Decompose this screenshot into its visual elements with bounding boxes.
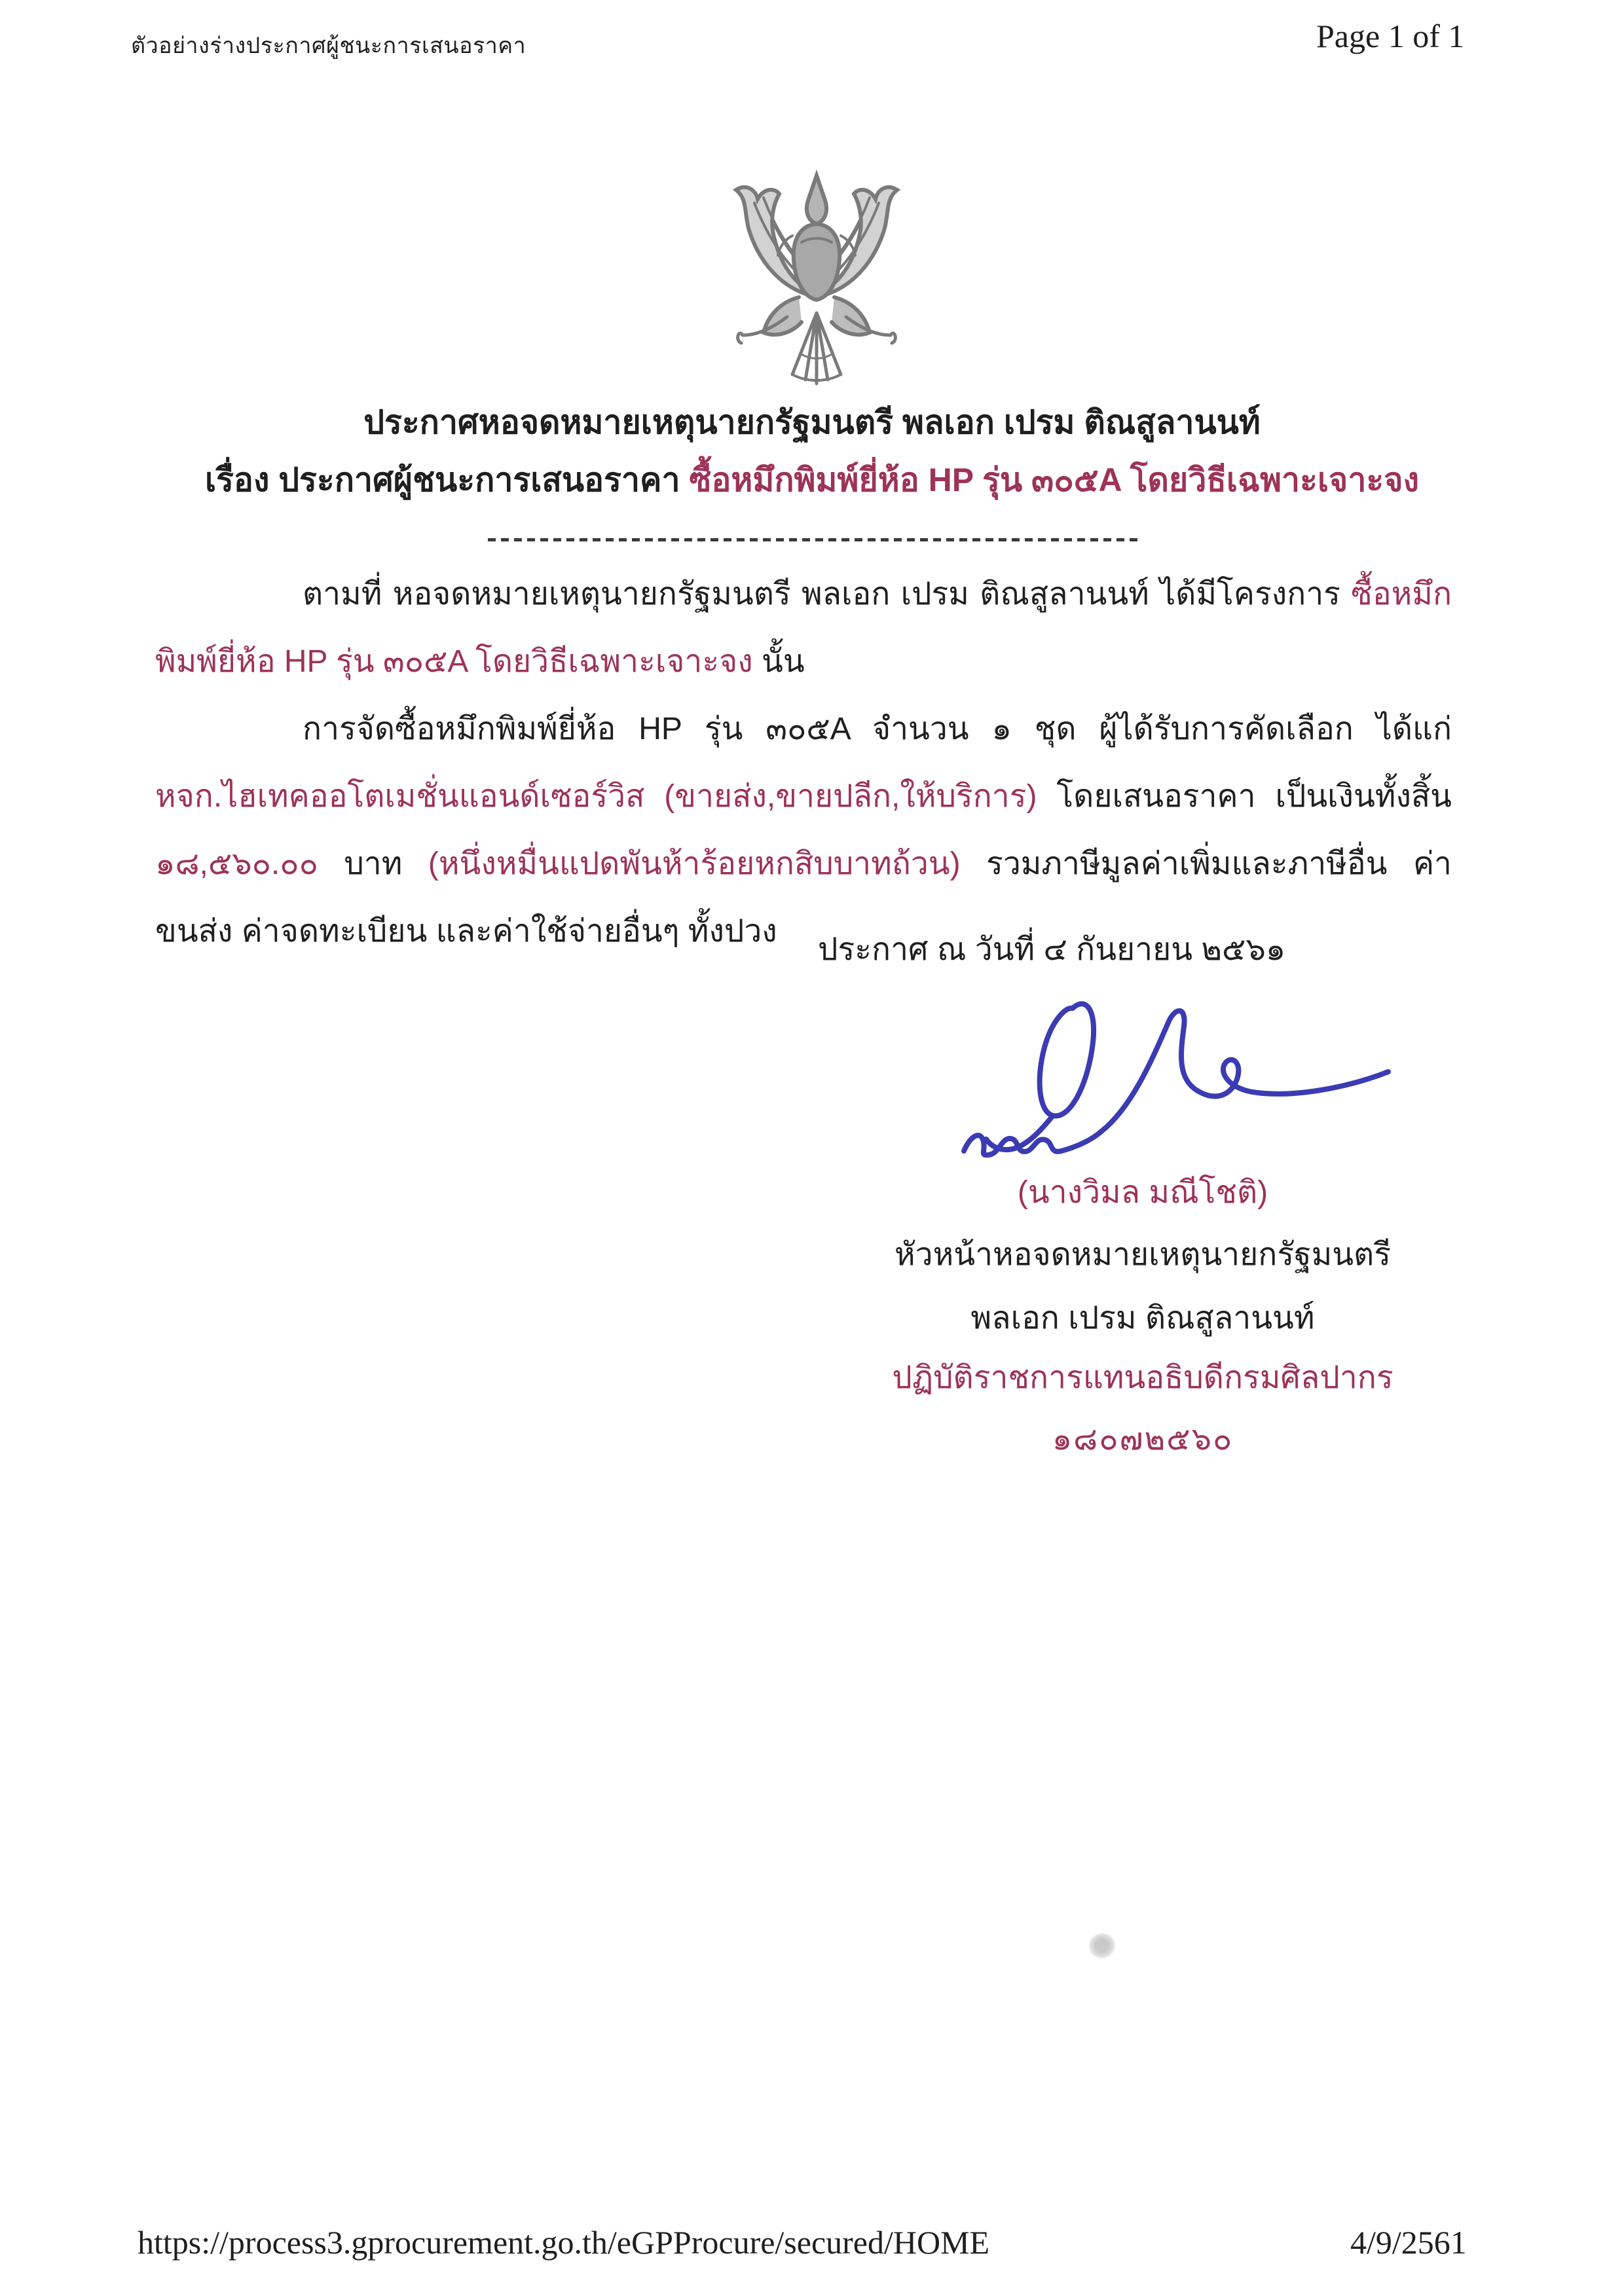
p2-span-1: การจัดซื้อหมึกพิมพ์ยี่ห้อ HP รุ่น ๓๐๕A จำนวน ๑ ชุด ผู้ได้รับการคัดเลือก ได้แก่ <box>303 712 1452 746</box>
signer-title-line2: พลเอก เปรม ติณสูลานนท์ <box>970 1301 1315 1336</box>
draft-label: ตัวอย่างร่างประกาศผู้ชนะการเสนอราคา <box>131 33 526 58</box>
p1-span-3: นั้น <box>752 644 805 679</box>
p2-span-3: โดยเสนอราคา เป็นเงินทั้งสิ้น <box>1056 779 1452 814</box>
announcement-subject <box>0 454 1624 506</box>
p1-span-2: ซื้อหมึกพิมพ์ยี่ห้อ HP รุ่น ๓๐๕A โดยวิธีเฉพาะเจาะจง <box>155 577 1452 679</box>
p2-span-5: บาท <box>318 847 428 881</box>
scan-smudge <box>1085 1929 1119 1962</box>
signer-name: (นางวิมล มณีโชติ) <box>1017 1175 1268 1210</box>
signer-reference-number: ๑๘๐๗๒๕๖๐ <box>1052 1422 1234 1457</box>
announcement-date: ประกาศ ณ วันที่ ๔ กันยายน ๒๕๖๑ <box>818 932 1286 967</box>
signer-title-line1: หัวหน้าหอจดหมายเหตุนายกรัฐมนตรี <box>895 1237 1391 1272</box>
garuda-emblem-icon <box>709 157 925 393</box>
signer-acting-for: ปฏิบัติราชการแทนอธิบดีกรมศิลปากร <box>892 1360 1393 1395</box>
p2-span-7: รวมภาษีมูลค่าเพิ่มและภาษีอื่น ค่าขนส่ง ค่าจดทะเบียน และค่าใช้จ่ายอื่นๆ ทั้งปวง <box>155 847 1452 949</box>
handwritten-signature <box>936 994 1395 1167</box>
paragraph-reference <box>155 560 1452 695</box>
subject-procurement-item: ซื้อหมึกพิมพ์ยี่ห้อ HP รุ่น ๓๐๕A โดยวิธีเฉพาะเจาะจง <box>689 462 1419 498</box>
subject-prefix: เรื่อง ประกาศผู้ชนะการเสนอราคา <box>204 462 690 498</box>
footer-url: https://process3.gprocurement.go.th/eGPProcure/secured/HOME <box>138 2224 990 2261</box>
p2-span-amount: ๑๘,๕๖๐.๐๐ <box>155 847 318 881</box>
announcement-title: ประกาศหอจดหมายเหตุนายกรัฐมนตรี พลเอก เปรม ติณสูลานนท์ <box>363 404 1261 441</box>
body-text <box>155 560 1452 965</box>
page-indicator: Page 1 of 1 <box>1316 18 1465 54</box>
footer-date: 4/9/2561 <box>1350 2224 1467 2261</box>
p2-span-winner-name: หจก.ไฮเทคออโตเมชั่นแอนด์เซอร์วิส (ขายส่ง,ขายปลีก,ให้บริการ) <box>155 779 1057 814</box>
p1-span-1: ตามที่ หอจดหมายเหตุนายกรัฐมนตรี พลเอก เปรม ติณสูลานนท์ ได้มีโครงการ <box>303 577 1352 611</box>
dashed-divider <box>488 538 1143 541</box>
p2-span-amount-words: (หนึ่งหมื่นแปดพันห้าร้อยหกสิบบาทถ้วน) <box>428 847 961 881</box>
